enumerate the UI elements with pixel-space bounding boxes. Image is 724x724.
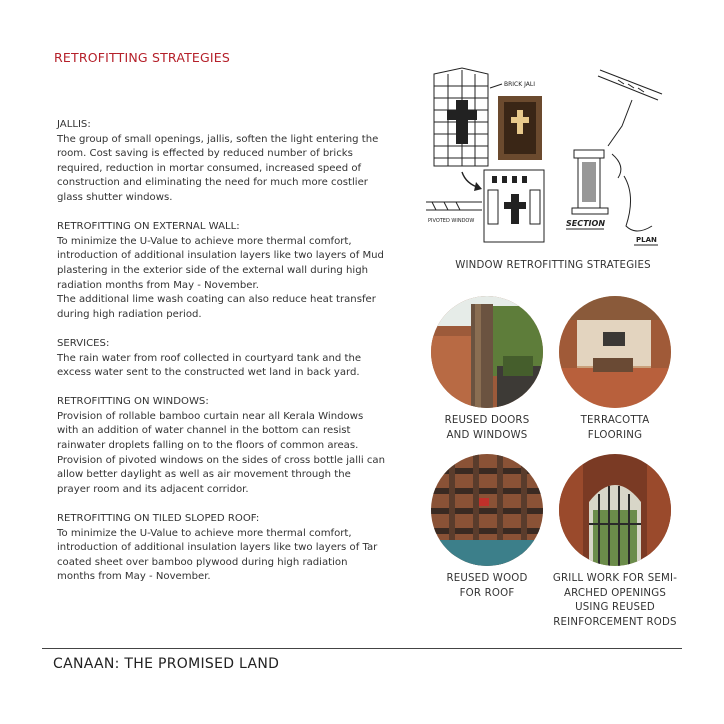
section-roof [57, 512, 387, 585]
section-body-continued: The additional lime wash coating can also reduce heat transfer during high radiation period. [57, 294, 376, 320]
caption-grill-work [548, 572, 682, 630]
sketch-label-brick-jali: BRICK JALI [504, 81, 535, 88]
caption-line: REUSED DOORS [444, 415, 530, 426]
caption-line: USING REUSED [575, 602, 655, 614]
section-body: Provision of rollable bamboo curtain near all Kerala Windows with an addition of water channel in the bottom can resist rainwater droplets falling on to the floors of common areas. Provision of pivoted windows on the sides of cross bottle jalli can allow better daylight as well as air movement through the prayer room and its adjacent corridor. [57, 410, 385, 495]
caption-line: FLOORING [587, 429, 643, 441]
caption-line: TERRACOTTA [580, 415, 650, 426]
section-external-wall [57, 220, 387, 322]
caption-line: REINFORCEMENT RODS [553, 616, 677, 628]
caption-window-strategies: WINDOW RETROFITTING STRATEGIES [455, 260, 651, 271]
section-jallis [57, 118, 387, 206]
photo-reused-wood-roof [431, 454, 543, 566]
section-body: The group of small openings, jallis, soften the light entering the room. Cost saving is effected by reduced number of bricks required, reduction in mortar consumed, increased speed of construction and eliminating the need for much more costlier glass shutter windows. [57, 133, 379, 203]
section-heading: RETROFITTING ON WINDOWS: [57, 396, 209, 408]
text-column [57, 118, 387, 600]
photo-terracotta-flooring [559, 296, 671, 408]
window-retrofit-sketch [422, 66, 670, 252]
page-title: RETROFITTING STRATEGIES [54, 50, 231, 65]
section-body: To minimize the U-Value to achieve more thermal comfort, introduction of additional insulation layers like two layers of Mud plastering in the exterior side of the external wall during high radiation months from May - November. [57, 235, 384, 291]
section-heading: SERVICES: [57, 337, 110, 349]
caption-line: FOR ROOF [459, 587, 515, 599]
sketch-label-plan: PLAN [636, 236, 657, 244]
section-heading: JALLIS: [57, 119, 91, 130]
section-heading: RETROFITTING ON EXTERNAL WALL: [57, 221, 240, 233]
footer-divider [42, 648, 682, 649]
photo-grill-work [559, 454, 671, 566]
sketch-label-section: SECTION [566, 219, 606, 228]
section-heading: RETROFITTING ON TILED SLOPED ROOF: [57, 513, 260, 525]
section-body: To minimize the U-Value to achieve more thermal comfort, introduction of additional insulation layers like two layers of Tar coated sheet over bamboo plywood during high radiation months from May - November. [57, 527, 378, 583]
caption-reused-wood [425, 572, 549, 601]
caption-line: AND WINDOWS [446, 429, 528, 441]
caption-reused-doors [425, 414, 549, 443]
caption-line: GRILL WORK FOR SEMI- [552, 573, 678, 584]
sketch-label-pivoted-window: PIVOTED WINDOW [428, 218, 475, 224]
section-services [57, 337, 387, 381]
section-windows [57, 395, 387, 497]
caption-line: ARCHED OPENINGS [563, 587, 667, 599]
section-body: The rain water from roof collected in courtyard tank and the excess water sent to the constructed wet land in back yard. [57, 352, 362, 379]
footer-title: CANAAN: THE PROMISED LAND [53, 656, 280, 672]
caption-line: REUSED WOOD [446, 573, 528, 584]
caption-terracotta [553, 414, 677, 443]
photo-reused-doors-windows [431, 296, 543, 408]
